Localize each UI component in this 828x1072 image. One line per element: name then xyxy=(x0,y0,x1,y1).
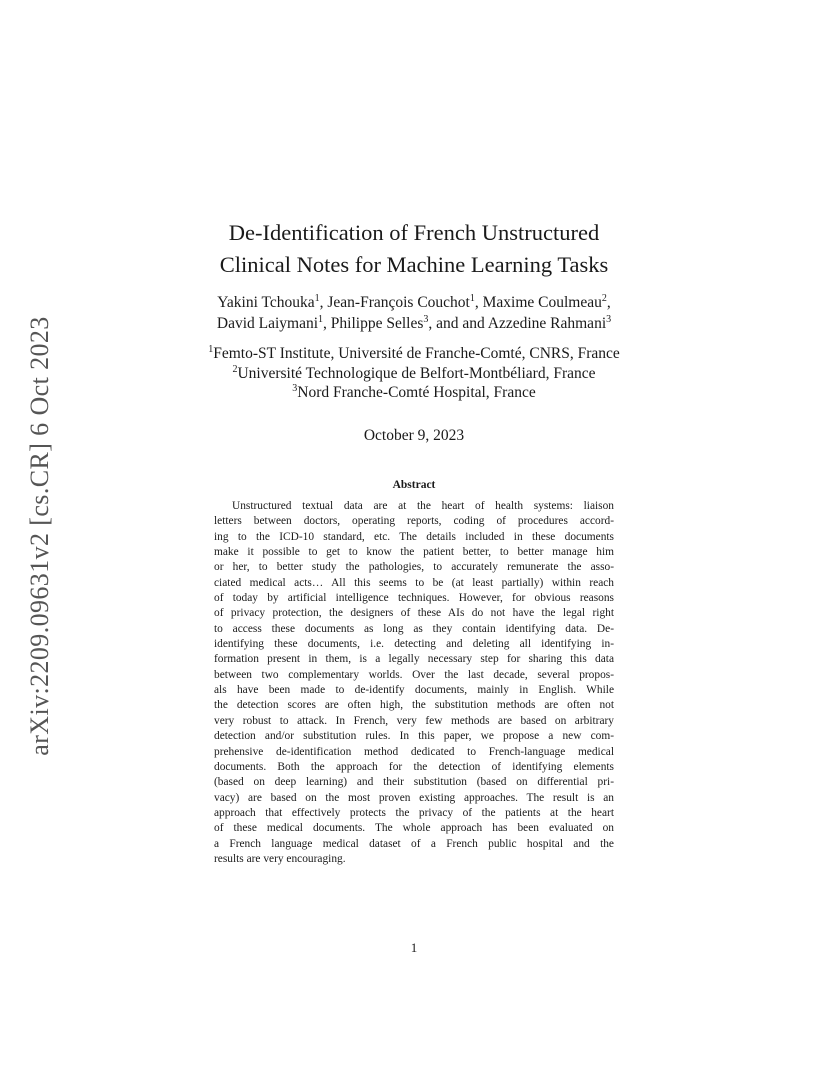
abstract-line: als have been made to de-identify documents, mainly in English. While xyxy=(214,684,614,697)
author-name: Philippe Selles xyxy=(330,315,424,332)
author-name: Maxime Coulmeau xyxy=(482,294,602,311)
publication-date: October 9, 2023 xyxy=(363,427,465,444)
title-line-1: De-Identification of French Unstructured xyxy=(228,220,600,245)
abstract-line: very robust to attack. In French, very few methods are based on arbitrary xyxy=(214,714,614,727)
author-name: Yakini Tchouka xyxy=(217,294,315,311)
affiliation-mark: 2 xyxy=(232,363,238,375)
abstract-line: the detection scores are often high, the substitution methods are often not xyxy=(214,699,614,712)
abstract-line: of these medical documents. The whole approach has been evaluated on xyxy=(214,822,614,835)
affiliation-text: Nord Franche-Comté Hospital, France xyxy=(297,384,536,401)
abstract-line: ciated medical acts… All this seems to be (at least partially) within reach xyxy=(214,576,614,589)
abstract-line: vacy) are based on the most proven existing approaches. The result is an xyxy=(214,791,614,804)
abstract-line: ing to the ICD-10 standard, etc. The details included in these documents xyxy=(214,530,614,543)
affiliation-text: Université Technologique de Belfort-Montbéliard, France xyxy=(237,364,596,382)
title-line-2: Clinical Notes for Machine Learning Tasks xyxy=(219,252,609,277)
author-list xyxy=(0,292,828,334)
abstract-line: or her, to better study the pathologies, to accurately remunerate the asso- xyxy=(214,561,614,574)
author-separator: , xyxy=(323,315,331,332)
author-name: Azzedine Rahmani xyxy=(487,315,607,332)
abstract-line: Unstructured textual data are at the heart of health systems: liaison xyxy=(232,500,614,512)
abstract-line: a French language medical dataset of a French public hospital and the xyxy=(214,837,614,850)
author-separator: , and and xyxy=(428,315,488,332)
abstract-heading: Abstract xyxy=(392,479,436,491)
author-separator: , xyxy=(606,294,611,311)
paper-title xyxy=(0,217,828,281)
abstract-line: results are very encouraging. xyxy=(214,852,346,865)
abstract-body xyxy=(214,499,614,867)
abstract-line: between two complementary worlds. Over the last decade, several propos- xyxy=(214,668,614,681)
affiliation-mark: 3 xyxy=(292,383,298,394)
arxiv-identifier: arXiv:2209.09631v2 [cs.CR] 6 Oct 2023 xyxy=(25,316,54,756)
affiliation xyxy=(0,383,828,403)
abstract-line: formation present in them, is a legally necessary step for sharing this data xyxy=(214,653,614,666)
abstract-line: identifying these documents, i.e. detecting and deleting all identifying in- xyxy=(214,638,614,651)
affiliation xyxy=(0,364,828,384)
abstract-line: prehensive de-identification method dedicated to French-language medical xyxy=(214,745,614,758)
affiliation-mark: 1 xyxy=(208,344,214,355)
abstract-line: (based on deep learning) and their substitution (based on differential pri- xyxy=(214,776,614,789)
author-affiliation-mark: 2 xyxy=(601,293,607,304)
author-name: Jean-François Couchot xyxy=(327,294,470,311)
author-affiliation-mark: 3 xyxy=(606,314,612,325)
author-separator: , xyxy=(474,294,483,311)
author-affiliation-mark: 3 xyxy=(423,314,429,325)
abstract-line: documents. Both the approach for the detection of identifying elements xyxy=(214,760,614,773)
author-line-1 xyxy=(0,292,828,313)
affiliation xyxy=(0,344,828,364)
author-affiliation-mark: 1 xyxy=(314,293,320,304)
page-number: 1 xyxy=(410,940,418,955)
abstract-line: of privacy protection, the designers of these AIs do not have the legal right xyxy=(214,607,614,620)
author-line-2 xyxy=(0,313,828,334)
abstract-line: approach that effectively protects the privacy of the patients at the heart xyxy=(214,806,614,819)
abstract-line: detection and/or substitution rules. In this paper, we propose a new com- xyxy=(214,730,614,743)
abstract-line: letters between doctors, operating reports, coding of procedures accord- xyxy=(214,515,614,528)
author-separator: , xyxy=(319,294,328,311)
author-affiliation-mark: 1 xyxy=(318,314,324,325)
abstract-line: to access these documents as long as they contain identifying data. De- xyxy=(214,622,614,635)
affiliation-text: Femto-ST Institute, Université de Franche-Comté, CNRS, France xyxy=(213,345,620,362)
abstract-line: of today by artificial intelligence techniques. However, for obvious reasons xyxy=(214,592,614,605)
abstract-line: make it possible to get to know the patient better, to better manage him xyxy=(214,546,614,559)
affiliation-list xyxy=(0,344,828,403)
author-name: David Laiymani xyxy=(216,315,319,332)
author-affiliation-mark: 1 xyxy=(469,293,475,304)
